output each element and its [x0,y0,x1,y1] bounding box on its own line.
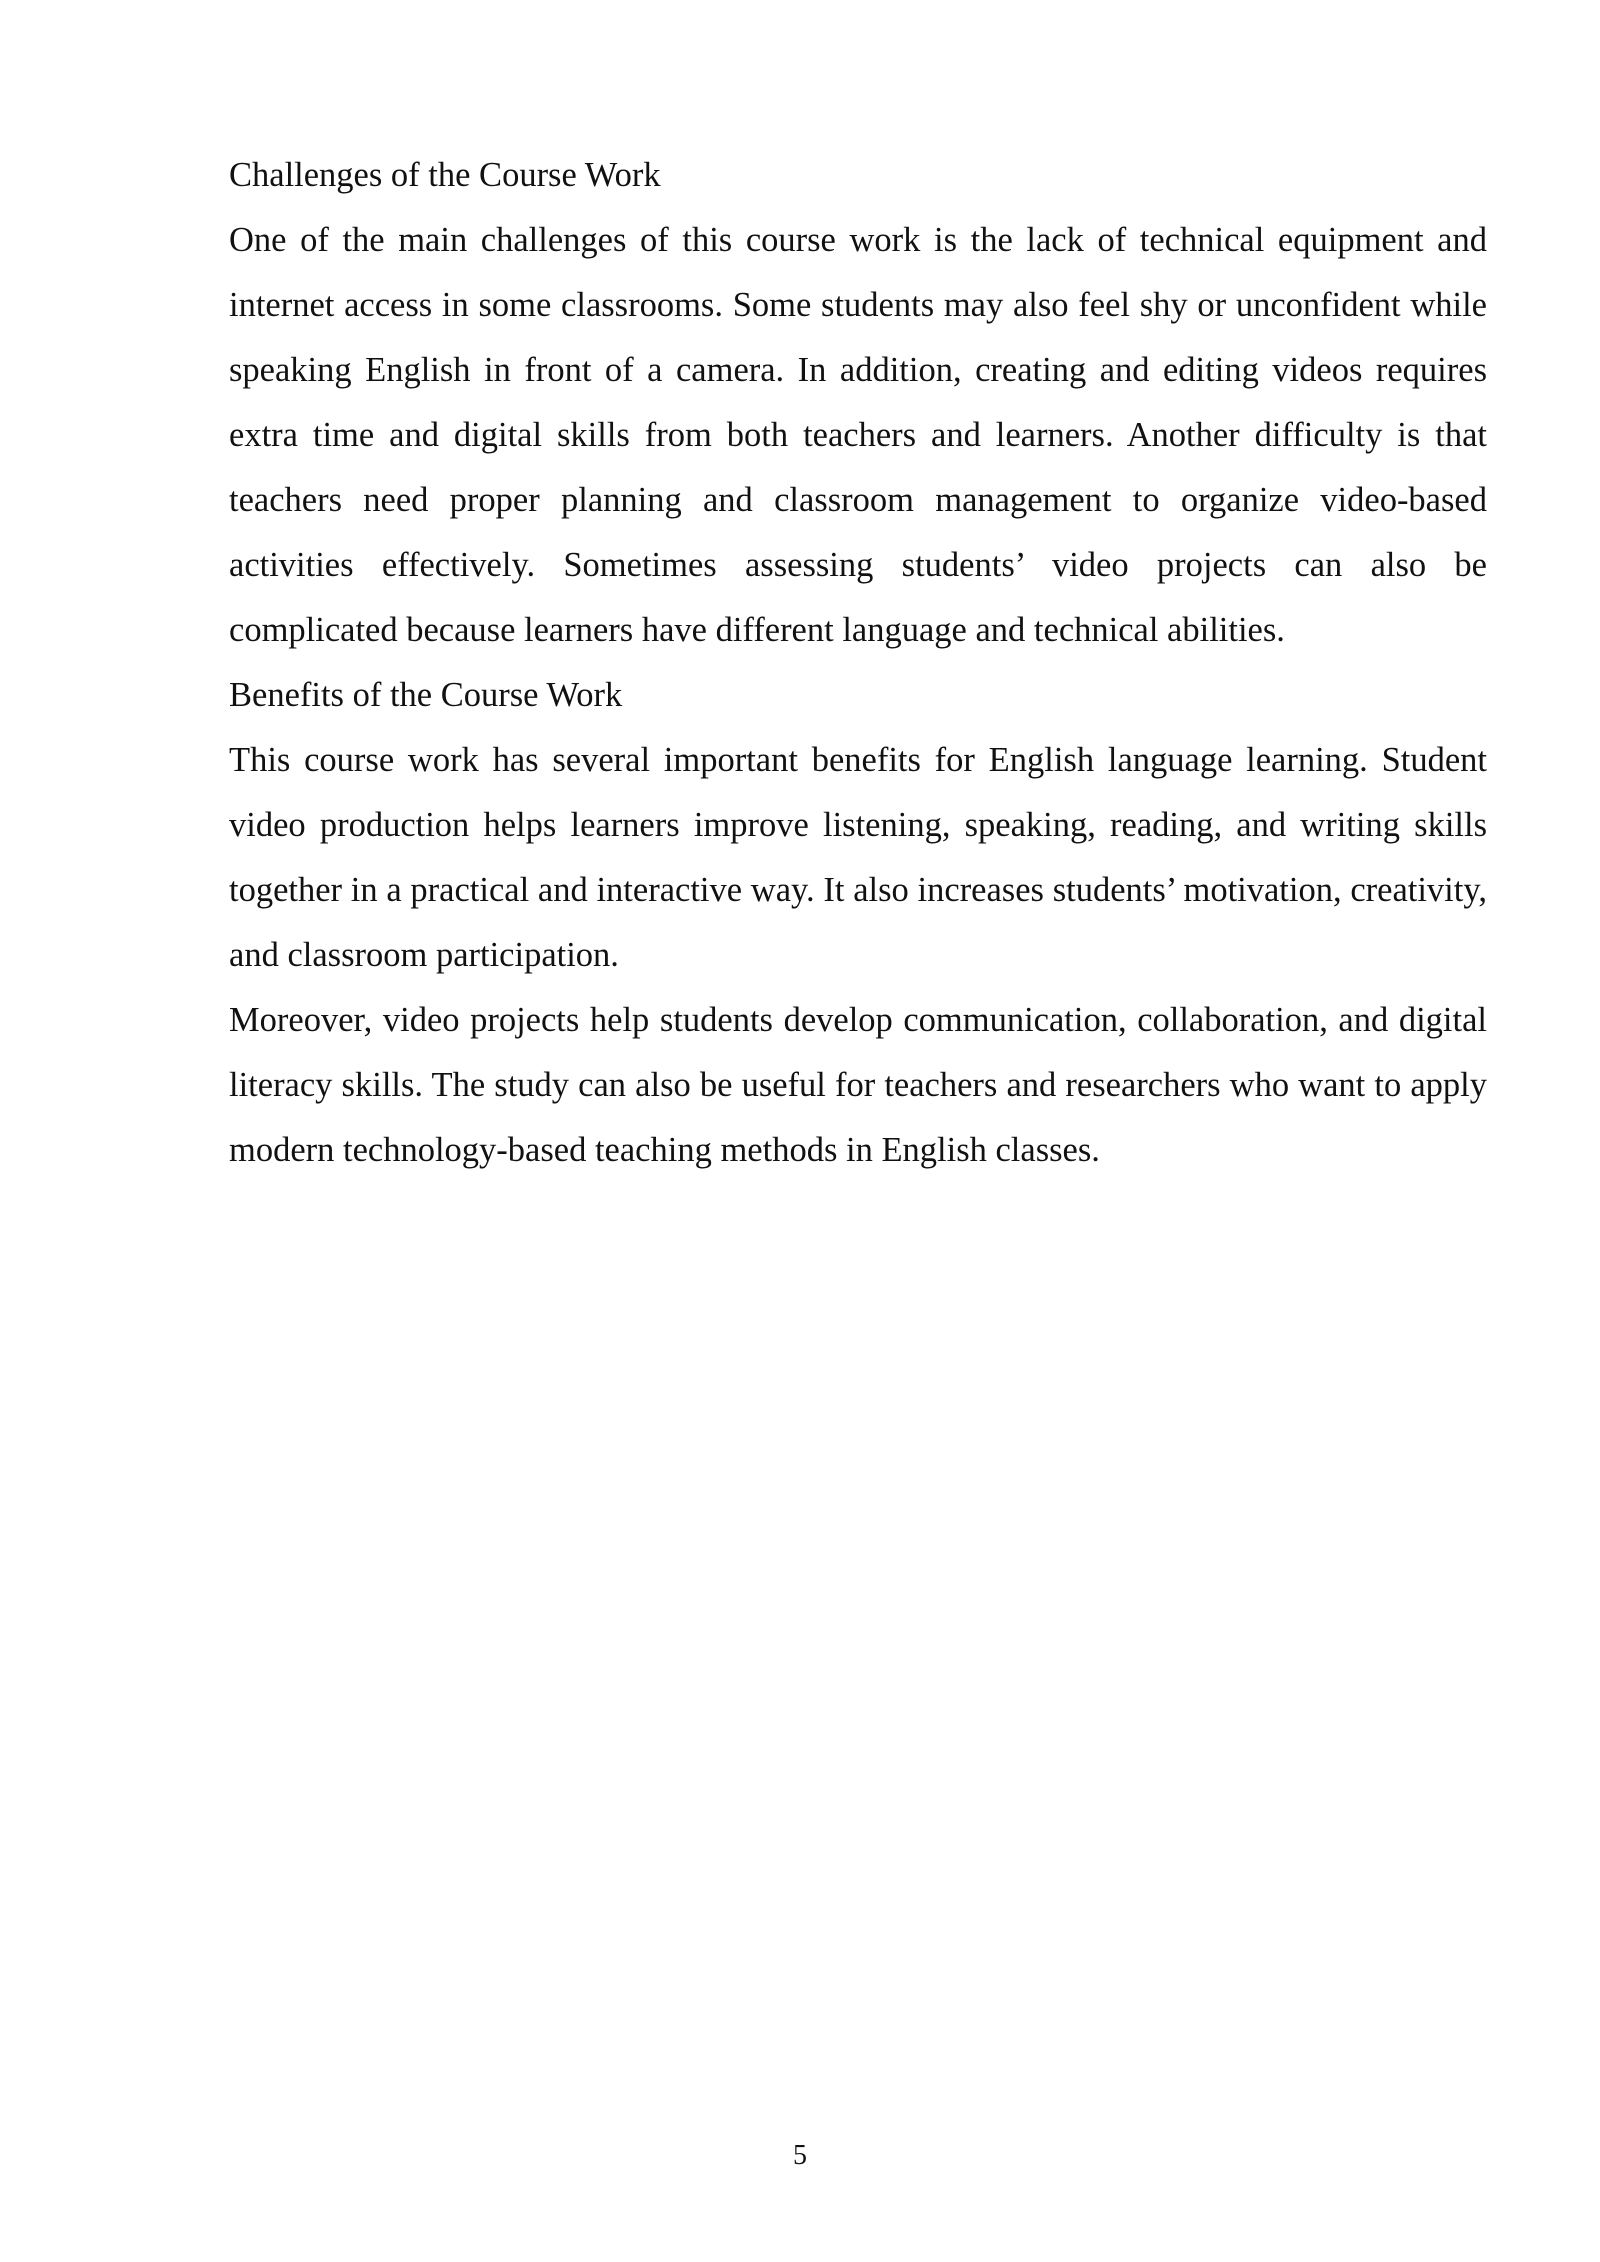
section-heading-challenges: Challenges of the Course Work [229,156,661,194]
section-heading-benefits: Benefits of the Course Work [229,676,623,714]
challenges-paragraph: One of the main challenges of this course work is the lack of technical equipment and internet access in some classrooms. Some students may also feel shy or unconfident while speaking English in front of a camera. In addition, creating and editing videos requires extra time and digital skills from both teachers and learners. Another difficulty is that teachers need proper planning and classroom management to organize video-based activities effectively. Sometimes assessing students’ video projects can also be complicated because learners have different language and technical abilities. [229,221,1487,649]
benefits-paragraph-2: Moreover, video projects help students develop communication, collaboration, and digital literacy skills. The study can also be useful for teachers and researchers who want to apply modern technology-based teaching methods in English classes. [229,1001,1487,1169]
page-content [229,143,1487,1183]
benefits-paragraph-1: This course work has several important benefits for English language learning. Student video production helps learners improve listening, speaking, reading, and writing skills together in a practical and interactive way. It also increases students’ motivation, creativity, and classroom participation. [229,741,1487,974]
page-number: 5 [793,2140,807,2171]
